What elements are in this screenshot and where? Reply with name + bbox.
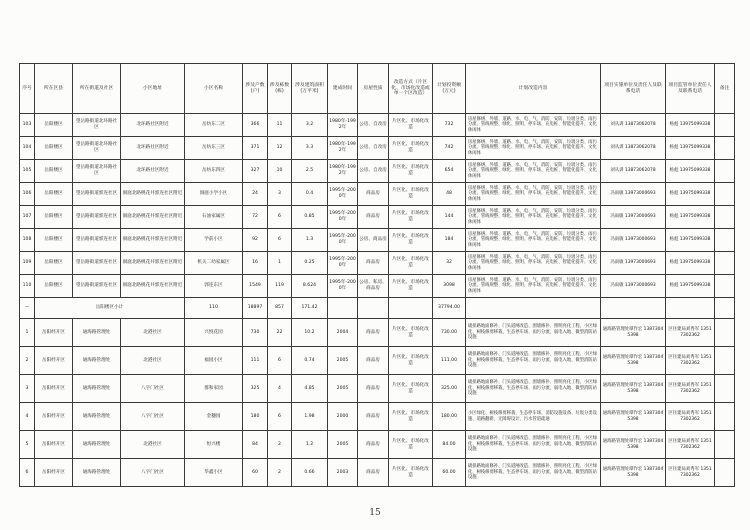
cell-content: 破损路地面修补、门头道闸改造、围墙修补、照明亮化工程、小区绿化、树枝修剪移栽、生态停车场、雨污分流、弱电入地、微型消防站设施 <box>466 319 601 347</box>
cell-implementer: 冯雨敏 13973000693 <box>601 183 666 206</box>
cell-buildings: 1 <box>268 252 292 275</box>
cell-location: 八字门社区 <box>121 375 185 403</box>
cell-mode: 片区化、市场化改造 <box>389 160 433 183</box>
cell-location: 洞庭北路桃花井郭连社区附近 <box>121 229 185 252</box>
cell-content: 房屋修缮、外墙、道路、水、电、气、消防、安防、垃圾分类、雨污分流、管线规整、绿化、照明、停车场、充电桩、智能化提升、文化休闲体 <box>466 252 601 275</box>
cell-buildings: 2 <box>268 459 292 487</box>
cell-households: 111 <box>243 347 268 375</box>
cell-street: 望岳路街道北环路社区 <box>73 137 121 160</box>
cell-content: 破损路地面修补、门头道闸改造、围墙修补、照明亮化工程、小区绿化、树枝修剪移栽、生态停车场、雨污分流、弱电入地、微型消防站设施 <box>466 347 601 375</box>
cell-property: 公房、自改房 <box>358 160 389 183</box>
header-year: 建成时间 <box>328 64 358 114</box>
cell-property: 公房、自改房 <box>358 114 389 137</box>
cell-property: 商品房 <box>358 375 389 403</box>
cell-county: 岳阳经开区 <box>35 431 73 459</box>
cell-buildings: 12 <box>268 137 292 160</box>
subtotal-investment: 37794.00 <box>433 298 466 319</box>
cell-property: 商品房 <box>358 206 389 229</box>
header-supervisor: 项目监管单位责任人及联系电话 <box>666 64 715 114</box>
renovation-table <box>19 63 735 487</box>
cell-name: 福园小区 <box>185 347 243 375</box>
cell-area: 0.4 <box>292 183 328 206</box>
cell-county: 岳阳楼区 <box>35 275 73 298</box>
cell-street: 望岳路街道郭连社区 <box>73 252 121 275</box>
cell-street: 望岳路街道郭连社区 <box>73 206 121 229</box>
cell-remark <box>715 137 735 160</box>
cell-year: 1995年-2000年 <box>328 183 358 206</box>
cell-households: 92 <box>243 229 268 252</box>
cell-investment: 732 <box>433 114 466 137</box>
cell-location: 八字门社区 <box>121 459 185 487</box>
cell-year: 1995年-2000年 <box>328 252 358 275</box>
header-location: 小区地址 <box>121 64 185 114</box>
cell-content: 房屋修缮、外墙、道路、水、电、气、消防、安防、垃圾分类、雨污分流、管线规整、绿化、照明、停车场、充电桩、智能化提升、文化休闲体 <box>466 114 601 137</box>
cell-households: 16 <box>243 252 268 275</box>
subtotal-empty <box>666 298 715 319</box>
cell-households: 366 <box>243 114 268 137</box>
table-row <box>20 403 735 431</box>
table-row <box>20 229 735 252</box>
header-content: 计划改造内容 <box>466 64 601 114</box>
subtotal-households: 18897 <box>243 298 268 319</box>
cell-remark <box>715 160 735 183</box>
cell-implementer: 冯雨敏 13973000693 <box>601 275 666 298</box>
table-row <box>20 183 735 206</box>
cell-remark <box>715 375 735 403</box>
cell-buildings: 6 <box>268 403 292 431</box>
cell-year: 1995年-2000年 <box>328 206 358 229</box>
cell-county: 岳阳楼区 <box>35 137 73 160</box>
cell-investment: 144 <box>433 206 466 229</box>
cell-name: 石油家属区 <box>185 206 243 229</box>
cell-year: 2005 <box>328 375 358 403</box>
cell-year: 2003 <box>328 459 358 487</box>
cell-property: 商品房 <box>358 319 389 347</box>
cell-implementer: 刘从训 13873062078 <box>601 114 666 137</box>
table-row <box>20 160 735 183</box>
cell-buildings: 6 <box>268 229 292 252</box>
cell-name: 金穗园 <box>185 403 243 431</box>
cell-mode: 片区化、市场化改造 <box>389 347 433 375</box>
cell-seq: 107 <box>20 206 35 229</box>
cell-county: 岳阳经开区 <box>35 347 73 375</box>
cell-investment: 111.00 <box>433 347 466 375</box>
header-investment: 计划投资额(万元) <box>433 64 466 114</box>
cell-seq: 103 <box>20 114 35 137</box>
table-row <box>20 319 735 347</box>
cell-implementer: 通海路管理处谭作宏 13873045398 <box>601 347 666 375</box>
cell-street: 望岳路街道郭连社区 <box>73 229 121 252</box>
cell-remark <box>715 206 735 229</box>
cell-remark <box>715 229 735 252</box>
cell-location: 北港社区 <box>121 347 185 375</box>
cell-property: 商品房 <box>358 459 389 487</box>
cell-property: 商品房 <box>358 183 389 206</box>
cell-investment: 60.00 <box>433 459 466 487</box>
cell-street: 通海路管理处 <box>73 347 121 375</box>
header-buildings: 涉及栋数(栋) <box>268 64 292 114</box>
cell-buildings: 119 <box>268 275 292 298</box>
cell-seq: 105 <box>20 160 35 183</box>
cell-seq: 104 <box>20 137 35 160</box>
cell-county: 岳阳经开区 <box>35 459 73 487</box>
cell-mode: 片区化、市场化改造 <box>389 275 433 298</box>
cell-remark <box>715 183 735 206</box>
cell-area: 4.85 <box>292 375 328 403</box>
subtotal-empty <box>358 298 389 319</box>
cell-content: 房屋修缮、外墙、道路、水、电、气、消防、安防、垃圾分类、雨污分流、管线规整、绿化、照明、停车场、充电桩、智能化提升、文化休闲体 <box>466 275 601 298</box>
cell-seq: 106 <box>20 183 35 206</box>
cell-implementer: 冯雨敏 13973000693 <box>601 229 666 252</box>
cell-investment: 654 <box>433 160 466 183</box>
table-row <box>20 347 735 375</box>
cell-county: 岳阳楼区 <box>35 183 73 206</box>
cell-year: 2004 <box>328 319 358 347</box>
cell-households: 72 <box>243 206 268 229</box>
cell-county: 岳阳楼区 <box>35 252 73 275</box>
cell-implementer: 通海路管理处谭作宏 13873045398 <box>601 459 666 487</box>
cell-households: 180 <box>243 403 268 431</box>
cell-county: 岳阳经开区 <box>35 319 73 347</box>
cell-remark <box>715 431 735 459</box>
header-street: 所在街道及社区 <box>73 64 121 114</box>
cell-year: 1995年-2000年 <box>328 229 358 252</box>
subtotal-count: 110 <box>185 298 243 319</box>
cell-supervisor: 杨彪 13975099338 <box>666 114 715 137</box>
cell-county: 岳阳经开区 <box>35 403 73 431</box>
cell-county: 岳阳楼区 <box>35 160 73 183</box>
cell-content: 小区绿化、树枝修剪移栽、生态停车场、消防设施设备、垃圾分类设施、道路翻新、无障碍设计、污水管道疏通 <box>466 403 601 431</box>
cell-year: 2005 <box>328 347 358 375</box>
cell-supervisor: 区住建局刘秀军 13517302362 <box>666 403 715 431</box>
cell-street: 通海路管理处 <box>73 319 121 347</box>
cell-street: 通海路管理处 <box>73 459 121 487</box>
cell-name: 华鑫小区 <box>185 459 243 487</box>
subtotal-empty <box>601 298 666 319</box>
cell-area: 1.3 <box>292 229 328 252</box>
cell-buildings: 6 <box>268 206 292 229</box>
cell-location: 洞庭北路桃花井郭连社区附近 <box>121 183 185 206</box>
cell-area: 0.66 <box>292 459 328 487</box>
cell-location: 洞庭北路桃花井郭连社区附近 <box>121 206 185 229</box>
cell-implementer: 冯雨敏 13973000693 <box>601 252 666 275</box>
table-row <box>20 137 735 160</box>
cell-year: 1980年-1992年 <box>328 137 358 160</box>
cell-area: 1.2 <box>292 431 328 459</box>
cell-street: 望岳路街道北环路社区 <box>73 160 121 183</box>
cell-name: 岳纺东四区 <box>185 160 243 183</box>
cell-investment: 184 <box>433 229 466 252</box>
cell-seq: 5 <box>20 431 35 459</box>
cell-county: 岳阳楼区 <box>35 114 73 137</box>
cell-location: 北环路社区附近 <box>121 160 185 183</box>
cell-street: 望岳路街道北环路社区 <box>73 114 121 137</box>
cell-mode: 片区化、市场化改造 <box>389 229 433 252</box>
cell-seq: 6 <box>20 459 35 487</box>
cell-mode: 片区化、市场化改造 <box>389 431 433 459</box>
page-number: 15 <box>369 508 381 518</box>
cell-mode: 片区化、市场化改造 <box>389 403 433 431</box>
cell-supervisor: 杨彪 13975099338 <box>666 160 715 183</box>
cell-households: 60 <box>243 459 268 487</box>
cell-property: 公房、商品房 <box>358 229 389 252</box>
cell-supervisor: 杨彪 13975099338 <box>666 183 715 206</box>
cell-households: 371 <box>243 137 268 160</box>
header-area: 涉及建筑面积(万平米) <box>292 64 328 114</box>
cell-content: 破损路地面修补、门头道闸改造、围墙修补、照明亮化工程、小区绿化、树枝修剪移栽、生态停车场、雨污分流、弱电入地、微型消防站设施 <box>466 375 601 403</box>
cell-property: 商品房 <box>358 252 389 275</box>
cell-supervisor: 区住建局刘秀军 13517302362 <box>666 319 715 347</box>
header-implementer: 项目实施单位及责任人及联系电话 <box>601 64 666 114</box>
cell-mode: 片区化、市场化改造 <box>389 206 433 229</box>
cell-name: 岳纺东二区 <box>185 114 243 137</box>
cell-implementer: 通海路管理处谭作宏 13873045398 <box>601 403 666 431</box>
cell-name: 岳纺东三区 <box>185 137 243 160</box>
subtotal-area: 171.42 <box>292 298 328 319</box>
cell-implementer: 通海路管理处谭作宏 13873045398 <box>601 431 666 459</box>
cell-investment: 742 <box>433 137 466 160</box>
cell-property: 公房、私房、商品房 <box>358 275 389 298</box>
cell-seq: 4 <box>20 403 35 431</box>
cell-year: 2000 <box>328 403 358 431</box>
cell-households: 730 <box>243 319 268 347</box>
cell-implementer: 通海路管理处谭作宏 13873045398 <box>601 319 666 347</box>
header-property: 房屋性质 <box>358 64 389 114</box>
cell-name: 机关二幼家属区 <box>185 252 243 275</box>
cell-seq: 110 <box>20 275 35 298</box>
cell-investment: 32 <box>433 252 466 275</box>
cell-investment: 3098 <box>433 275 466 298</box>
cell-mode: 片区化、市场化改造 <box>389 319 433 347</box>
cell-content: 房屋修缮、外墙、道路、水、电、气、消防、安防、垃圾分类、雨污分流、管线规整、绿化、照明、停车场、充电桩、智能化提升、文化休闲体 <box>466 229 601 252</box>
header-name: 小区名称 <box>185 64 243 114</box>
cell-households: 84 <box>243 431 268 459</box>
subtotal-dash: — <box>20 298 35 319</box>
cell-implementer: 通海路管理处谭作宏 13873045398 <box>601 375 666 403</box>
cell-mode: 片区化、市场化改造 <box>389 183 433 206</box>
cell-property: 商品房 <box>358 431 389 459</box>
table-row <box>20 459 735 487</box>
cell-area: 10.2 <box>292 319 328 347</box>
cell-year: 1980年-1992年 <box>328 114 358 137</box>
cell-name: 洞庭小学小区 <box>185 183 243 206</box>
cell-supervisor: 杨彪 13975099338 <box>666 229 715 252</box>
table-row <box>20 252 735 275</box>
cell-investment: 48 <box>433 183 466 206</box>
cell-year: 1995年-2000年 <box>328 275 358 298</box>
cell-remark <box>715 347 735 375</box>
table-row <box>20 206 735 229</box>
cell-location: 北港社区 <box>121 431 185 459</box>
cell-seq: 108 <box>20 229 35 252</box>
cell-year: 1980年-1992年 <box>328 160 358 183</box>
cell-content: 房屋修缮、外墙、道路、水、电、气、消防、安防、垃圾分类、雨污分流、管线规整、绿化、照明、停车场、充电桩、智能化提升、文化休闲体 <box>466 160 601 183</box>
cell-location: 洞庭北路桃花井郭连社区附近 <box>121 275 185 298</box>
cell-seq: 2 <box>20 347 35 375</box>
cell-location: 洞庭北路桃花井郭连社区附近 <box>121 252 185 275</box>
cell-area: 2.5 <box>292 160 328 183</box>
cell-supervisor: 区住建局刘秀军 13517302362 <box>666 375 715 403</box>
cell-location: 北环路社区附近 <box>121 137 185 160</box>
cell-supervisor: 区住建局刘秀军 13517302362 <box>666 347 715 375</box>
cell-supervisor: 区住建局刘秀军 13517302362 <box>666 459 715 487</box>
cell-county: 岳阳楼区 <box>35 206 73 229</box>
table-row <box>20 114 735 137</box>
table-row <box>20 375 735 403</box>
cell-households: 327 <box>243 160 268 183</box>
cell-mode: 片区化、市场化改造 <box>389 459 433 487</box>
cell-buildings: 4 <box>268 375 292 403</box>
table-header-row <box>20 64 735 114</box>
cell-content: 房屋修缮、外墙、道路、水、电、气、消防、安防、垃圾分类、雨污分流、管线规整、绿化、照明、停车场、充电桩、智能化提升、文化休闲体 <box>466 137 601 160</box>
cell-buildings: 10 <box>268 160 292 183</box>
cell-supervisor: 区住建局刘秀军 13517302362 <box>666 431 715 459</box>
cell-seq: 109 <box>20 252 35 275</box>
cell-location: 北港社区 <box>121 319 185 347</box>
cell-seq: 3 <box>20 375 35 403</box>
table-row <box>20 275 735 298</box>
cell-area: 0.85 <box>292 206 328 229</box>
cell-name: 郭连东区 <box>185 275 243 298</box>
cell-mode: 片区化、市场化改造 <box>389 137 433 160</box>
cell-remark <box>715 403 735 431</box>
cell-property: 公房、自改房 <box>358 137 389 160</box>
cell-content: 房屋修缮、外墙、道路、水、电、气、消防、安防、垃圾分类、雨污分流、管线规整、绿化、照明、停车场、充电桩、智能化提升、文化休闲体 <box>466 206 601 229</box>
cell-content: 破损路地面修补、门头道闸改造、围墙修补、照明亮化工程、小区绿化、树枝修剪移栽、生态停车场、雨污分流、弱电入地、微型消防站设施 <box>466 431 601 459</box>
cell-name: 恒兴楼 <box>185 431 243 459</box>
cell-investment: 180.00 <box>433 403 466 431</box>
cell-households: 1549 <box>243 275 268 298</box>
cell-households: 325 <box>243 375 268 403</box>
cell-county: 岳阳楼区 <box>35 229 73 252</box>
header-seq: 序号 <box>20 64 35 114</box>
cell-seq: 1 <box>20 319 35 347</box>
cell-street: 望岳路街道郭连社区 <box>73 275 121 298</box>
cell-buildings: 11 <box>268 114 292 137</box>
header-county: 所在区县 <box>35 64 73 114</box>
cell-location: 北环路社区附近 <box>121 114 185 137</box>
cell-supervisor: 杨彪 13975099338 <box>666 206 715 229</box>
cell-supervisor: 杨彪 13975099338 <box>666 137 715 160</box>
cell-street: 望岳路街道郭连社区 <box>73 183 121 206</box>
cell-county: 岳阳经开区 <box>35 375 73 403</box>
cell-supervisor: 杨彪 13975099338 <box>666 252 715 275</box>
cell-investment: 730.00 <box>433 319 466 347</box>
cell-mode: 片区化、市场化改造 <box>389 252 433 275</box>
cell-street: 通海路管理处 <box>73 431 121 459</box>
cell-area: 0.74 <box>292 347 328 375</box>
header-mode: 改造方式（片区化、市场化改造或单一个区改造） <box>389 64 433 114</box>
cell-investment: 84.00 <box>433 431 466 459</box>
subtotal-empty <box>466 298 601 319</box>
cell-area: 3.3 <box>292 137 328 160</box>
cell-area: 0.25 <box>292 252 328 275</box>
cell-name: 兴悦花园 <box>185 319 243 347</box>
cell-name: 群和家园 <box>185 375 243 403</box>
cell-buildings: 22 <box>268 319 292 347</box>
cell-buildings: 6 <box>268 347 292 375</box>
cell-area: 3.2 <box>292 114 328 137</box>
cell-remark <box>715 252 735 275</box>
cell-mode: 片区化、市场化改造 <box>389 375 433 403</box>
cell-implementer: 刘从训 13873062078 <box>601 137 666 160</box>
subtotal-empty <box>389 298 433 319</box>
cell-year: 2005 <box>328 431 358 459</box>
cell-content: 破损路地面修补、门头道闸改造、围墙修补、照明亮化工程、小区绿化、树枝修剪移栽、生态停车场、雨污分流、弱电入地、微型消防站设施 <box>466 459 601 487</box>
subtotal-buildings: 857 <box>268 298 292 319</box>
cell-buildings: 3 <box>268 183 292 206</box>
cell-investment: 325.00 <box>433 375 466 403</box>
subtotal-label: 岳阳楼区小计 <box>35 298 185 319</box>
cell-street: 通海路管理处 <box>73 403 121 431</box>
cell-implementer: 冯雨敏 13973000693 <box>601 206 666 229</box>
cell-area: 1.98 <box>292 403 328 431</box>
subtotal-row <box>20 298 735 319</box>
header-households: 涉及户数(户) <box>243 64 268 114</box>
cell-content: 房屋修缮、外墙、道路、水、电、气、消防、安防、垃圾分类、雨污分流、管线规整、绿化、照明、停车场、充电桩、智能化提升、文化休闲体 <box>466 183 601 206</box>
subtotal-empty <box>715 298 735 319</box>
cell-households: 24 <box>243 183 268 206</box>
cell-mode: 片区化、市场化改造 <box>389 114 433 137</box>
cell-property: 商品房 <box>358 347 389 375</box>
cell-street: 通海路管理处 <box>73 375 121 403</box>
cell-remark <box>715 459 735 487</box>
cell-remark <box>715 319 735 347</box>
cell-buildings: 2 <box>268 431 292 459</box>
table-row <box>20 431 735 459</box>
cell-remark <box>715 275 735 298</box>
cell-implementer: 刘从训 13873062078 <box>601 160 666 183</box>
cell-property: 商品房 <box>358 403 389 431</box>
cell-area: 8.624 <box>292 275 328 298</box>
cell-remark <box>715 114 735 137</box>
header-remark: 备注 <box>715 64 735 114</box>
cell-supervisor: 杨彪 13975099338 <box>666 275 715 298</box>
cell-name: 学前小区 <box>185 229 243 252</box>
cell-location: 八字门社区 <box>121 403 185 431</box>
subtotal-empty <box>328 298 358 319</box>
